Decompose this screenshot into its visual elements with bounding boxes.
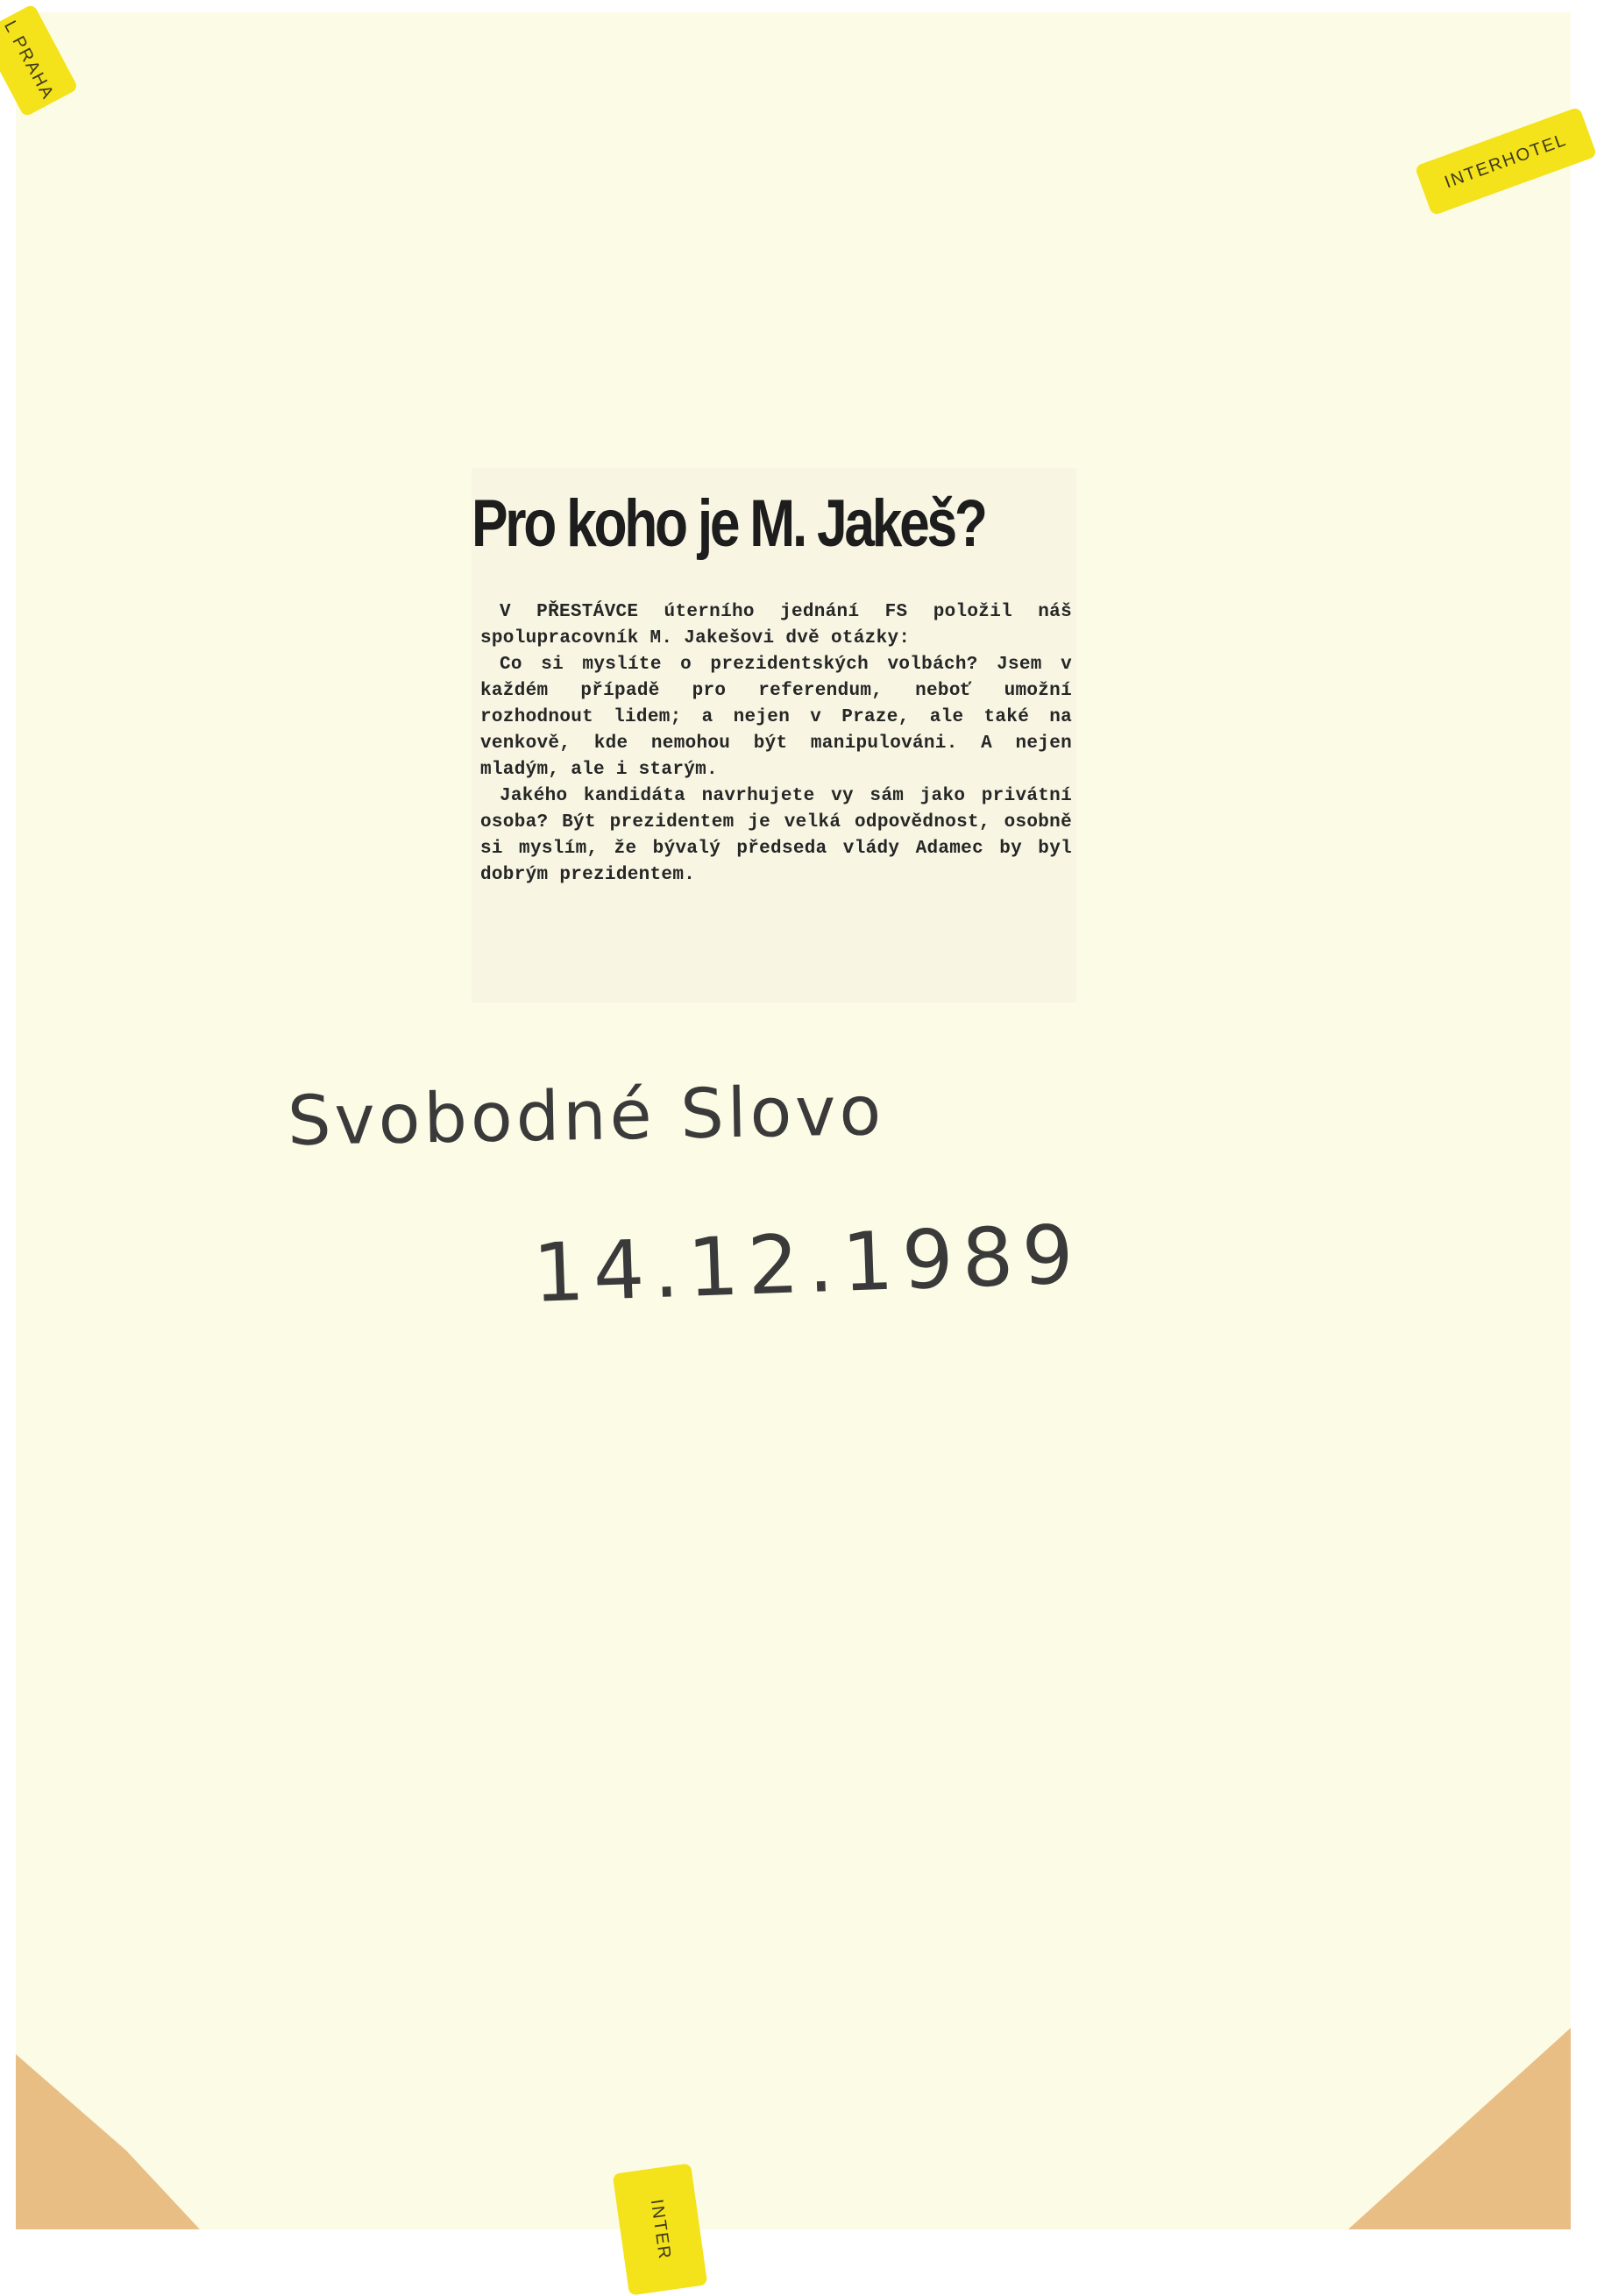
handwritten-source: Svobodné Slovo	[287, 1072, 885, 1161]
sticker-bottom-text: INTER	[646, 2197, 675, 2262]
sticker-top-right-text: INTERHOTEL	[1442, 130, 1570, 192]
article-paragraph: V PŘESTÁVCE úterního jednání FS položil náš spolupracovník M. Jakešovi dvě otázky:	[480, 602, 1072, 648]
clipping-article	[480, 599, 1072, 889]
document-page	[0, 12, 1571, 2262]
sticker-top-right	[1415, 107, 1597, 216]
article-paragraph: Co si myslíte o prezidentských volbách? Jsem v každém případě pro referendum, neboť umožní rozhodnout lidem; a nejen v Praze, ale také na venkově, kde nemohou být manipulováni. A nejen mladým, ale i starým.	[480, 655, 1072, 780]
sticker-top-left	[0, 4, 79, 117]
article-paragraph: Jakého kandidáta navrhujete vy sám jako privátní osoba? Být prezidentem je velká odpovědnost, osobně si myslím, že bývalý předseda vlády Adamec by byl dobrým prezidentem.	[480, 786, 1072, 885]
newspaper-clipping	[472, 468, 1076, 1003]
sticker-bottom	[613, 2163, 708, 2295]
handwritten-date: 14.12.1989	[531, 1208, 1084, 1321]
stain-bottom-right	[1348, 2028, 1571, 2229]
clipping-headline: Pro koho je M. Jakeš?	[472, 486, 985, 561]
sticker-top-left-text: L PRAHA	[0, 17, 59, 103]
stain-bottom-left	[16, 2054, 200, 2229]
